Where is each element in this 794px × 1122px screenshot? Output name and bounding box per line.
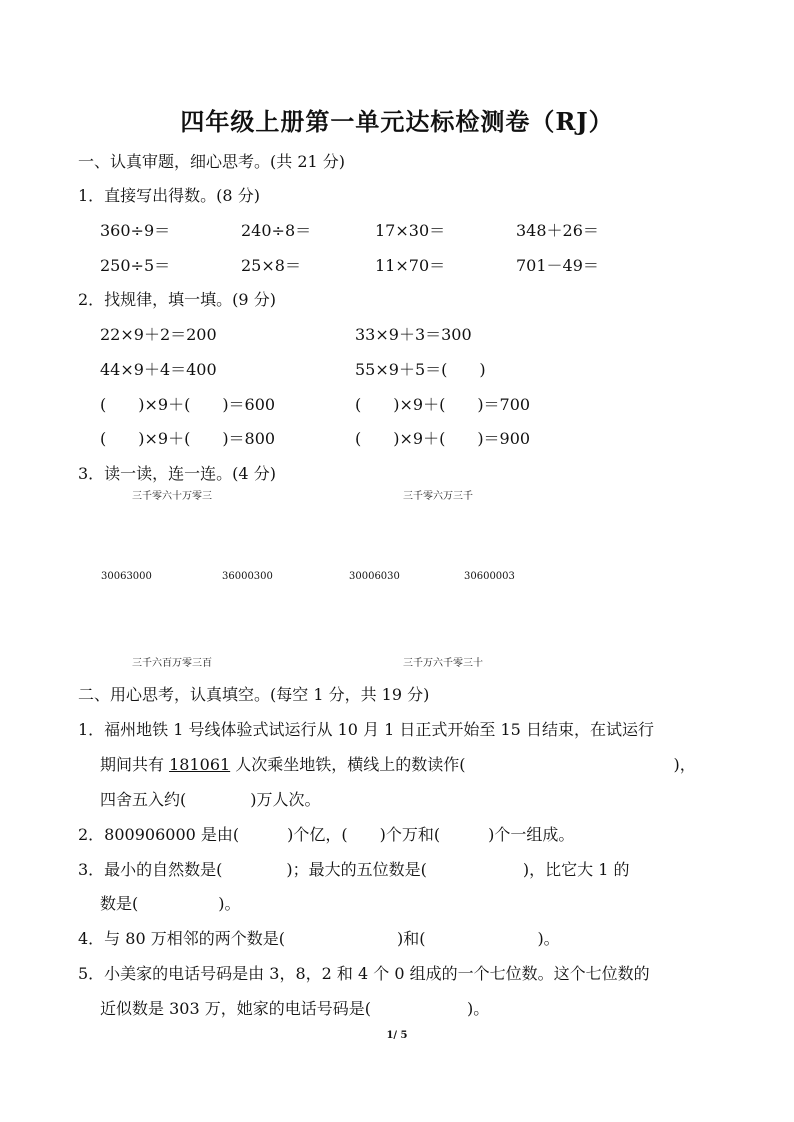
calc-item: 348＋26＝ — [516, 221, 599, 240]
reading-top: 三千零六万三千 — [403, 491, 473, 502]
reading-bottom: 三千六百万零三百 — [132, 658, 212, 669]
reading-bottom: 三千万六千零三十 — [403, 658, 483, 669]
p2-q1-line1: 1．福州地铁 1 号线体验式试运行从 10 月 1 日正式开始至 15 日结束，在试运行 — [78, 720, 654, 739]
pattern-line: ( )×9＋( )＝600 — [100, 395, 276, 414]
underlined-number: 181061 — [169, 755, 231, 774]
calc-item: 17×30＝ — [375, 221, 446, 240]
calc-item: 240÷8＝ — [241, 221, 312, 240]
number-item: 30063000 — [101, 571, 152, 582]
p2-q1-line2-post: 人次乘坐地铁，横线上的数读作( )， — [230, 755, 696, 774]
p2-q1-line2-pre: 期间共有 — [100, 755, 170, 774]
calc-item: 25×8＝ — [241, 256, 301, 275]
page-title: 四年级上册第一单元达标检测卷（RJ） — [180, 107, 614, 136]
q2-label: 2．找规律，填一填。(9 分) — [78, 290, 276, 309]
pattern-line: 44×9＋4＝400 — [100, 360, 217, 379]
p2-q4: 4．与 80 万相邻的两个数是( )和( )。 — [78, 929, 560, 948]
calc-item: 701－49＝ — [516, 256, 599, 275]
calc-item: 360÷9＝ — [100, 221, 171, 240]
calc-item: 11×70＝ — [375, 256, 446, 275]
q1-label: 1．直接写出得数。(8 分) — [78, 186, 260, 205]
reading-top: 三千零六十万零三 — [132, 491, 212, 502]
part2-heading: 二、用心思考，认真填空。(每空 1 分，共 19 分) — [78, 685, 430, 704]
p2-q3-line1: 3．最小的自然数是( )；最大的五位数是( )，比它大 1 的 — [78, 860, 630, 879]
p2-q5-line2: 近似数是 303 万，她家的电话号码是( )。 — [100, 999, 490, 1018]
number-item: 30600003 — [464, 571, 515, 582]
pattern-line: ( )×9＋( )＝700 — [355, 395, 531, 414]
p2-q2: 2．800906000 是由( )个亿，( )个万和( )个一组成。 — [78, 825, 575, 844]
number-item: 36000300 — [222, 571, 273, 582]
pattern-line: 55×9＋5＝( ) — [355, 360, 486, 379]
p2-q1-line2 — [100, 752, 696, 775]
number-item: 30006030 — [349, 571, 400, 582]
p2-q1-line3: 四舍五入约( )万人次。 — [100, 790, 321, 809]
p2-q5-line1: 5．小美家的电话号码是由 3，8，2 和 4 个 0 组成的一个七位数。这个七位数的 — [78, 964, 650, 983]
p2-q3-line2: 数是( )。 — [100, 894, 241, 913]
pattern-line: ( )×9＋( )＝800 — [100, 429, 276, 448]
pattern-line: ( )×9＋( )＝900 — [355, 429, 531, 448]
page-number: 1/ 5 — [386, 1030, 408, 1041]
pattern-line: 22×9＋2＝200 — [100, 325, 217, 344]
pattern-line: 33×9＋3＝300 — [355, 325, 472, 344]
calc-item: 250÷5＝ — [100, 256, 171, 275]
part1-heading: 一、认真审题，细心思考。(共 21 分) — [78, 152, 346, 171]
q3-label: 3．读一读，连一连。(4 分) — [78, 464, 276, 483]
